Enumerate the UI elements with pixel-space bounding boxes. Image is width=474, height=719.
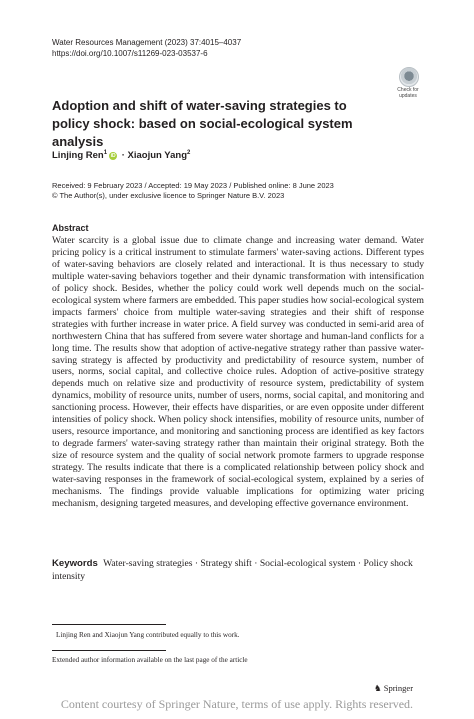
keywords-section — [52, 558, 424, 583]
author-affiliation-marker: 1 — [103, 150, 108, 156]
keywords-label: Keywords — [52, 558, 98, 569]
publication-dates — [52, 181, 334, 201]
footnote-divider — [52, 624, 166, 625]
footnote-divider — [52, 650, 166, 651]
abstract-heading: Abstract — [52, 223, 89, 233]
abstract-body: Water scarcity is a global issue due to climate change and increasing water demand. Water pricing policy is a critical instrument to stimulate farmers' water-saving actions. Different types of water-saving behaviors are closely related and interactional. It is thus necessary to study multiple water-saving behaviors together and their dynamic transformation with intensification of policy shock. Besides, whether the policy could work well depends much on the social-ecological system where farmers are embedded. This paper studies how social-ecological system impacts farmers' choice from multiple water-saving strategies and their shift of response strategies with further increase in water price. A field survey was conducted in semi-arid area of northwestern China that has suffered from severe water shortage and human-land conflicts for a long time. The results show that adoption of active-negative strategy rather than passive water-saving strategy is affected by productivity and predictability of resource system, number of users, norms, social capital, and collective choice rules. Adoption of active-positive strategy depends much on relative size and productivity of resource system, predictability of system dynamics, mobility of resource units, number of users, norms, social capital, and monitoring and sanctioning process. However, their effects have disparities, or are even opposite under different intensities of policy shock. When policy shock intensifies, mobility of resource units, number of users, resource importance, and monitoring and sanctioning process are identified as key factors to degrade farmers' water-saving strategy rather than maintain their original strategy. Both the size of resource system and the quality of social network promote farmers to upgrade response strategy. The results indicate that there is a complicated relationship between policy shock and water-saving responses in the framework of social-ecological system, explained by a series of mechanisms. The findings provide valuable implications for optimizing water pricing mechanism, designing targeted measures, and developing effective governance environment. — [52, 235, 424, 509]
author-info-footnote: Extended author information available on the last page of the article — [52, 656, 248, 664]
copyright-line: © The Author(s), under exclusive licence to Springer Nature B.V. 2023 — [52, 191, 285, 200]
courtesy-watermark: Content courtesy of Springer Nature, terms of use apply. Rights reserved. — [60, 697, 414, 711]
journal-header — [52, 37, 241, 59]
journal-citation: Water Resources Management (2023) 37:4015–4037 — [52, 38, 242, 47]
check-for-updates-icon — [399, 67, 419, 87]
contribution-footnote: Linjing Ren and Xiaojun Yang contributed equally to this work. — [56, 631, 240, 639]
author-name[interactable]: Xiaojun Yang — [127, 150, 187, 162]
doi-link[interactable]: https://doi.org/10.1007/s11269-023-03537-6 — [52, 49, 208, 58]
check-for-updates-label: Check for updates — [397, 87, 419, 99]
author-name[interactable]: Linjing Ren — [52, 150, 104, 162]
springer-horse-icon: ♞ — [374, 683, 382, 693]
publisher-logo — [374, 683, 413, 694]
publisher-name: Springer — [383, 683, 414, 693]
check-for-updates-badge[interactable] — [395, 67, 421, 99]
history-dates: Received: 9 February 2023 / Accepted: 19 May 2023 / Published online: 8 June 2023 — [52, 181, 334, 190]
keywords-list: Water-saving strategies · Strategy shift · Social-ecological system · Policy shock intensity — [52, 558, 413, 582]
author-affiliation-marker: 2 — [187, 150, 191, 156]
author-line — [52, 150, 190, 161]
orcid-icon[interactable]: iD — [110, 153, 116, 160]
author-separator: · — [121, 150, 125, 162]
article-title: Adoption and shift of water-saving strategies to policy shock: based on social-ecological system analysis — [52, 98, 353, 149]
